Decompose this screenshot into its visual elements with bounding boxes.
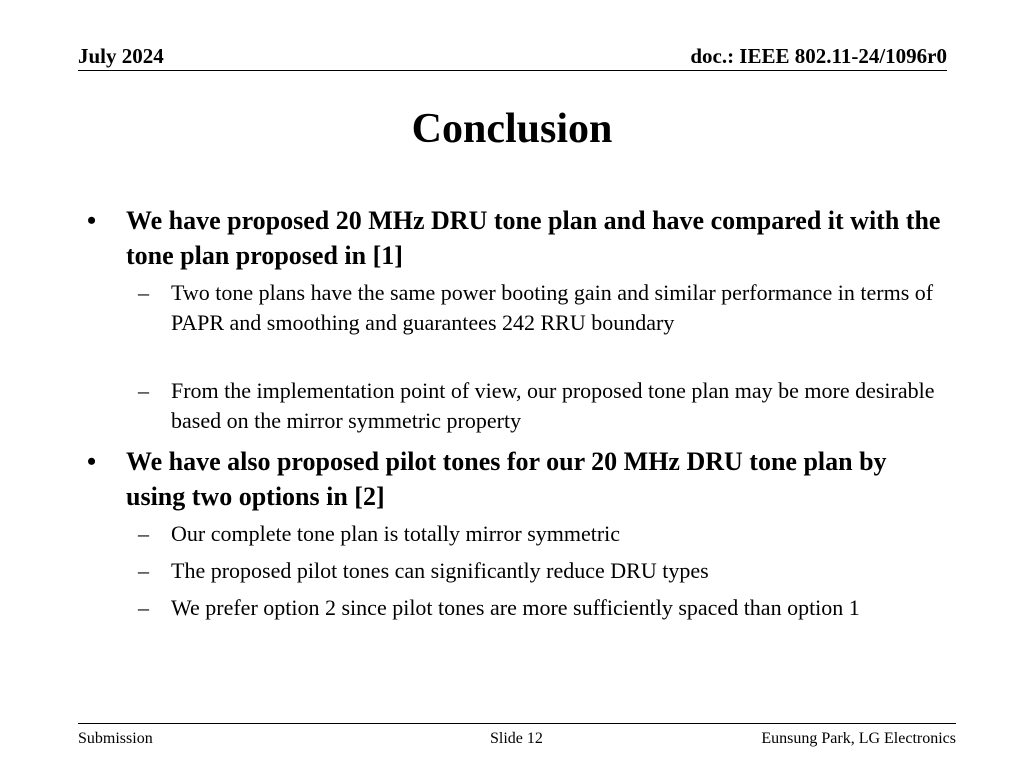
slide-title: Conclusion bbox=[411, 106, 613, 152]
header-date: July 2024 bbox=[78, 44, 164, 68]
bullet-2-text: We have also proposed pilot tones for our 20 MHz DRU tone plan by using two options in [2] bbox=[126, 447, 887, 511]
sub-bullet-marker: – bbox=[138, 558, 149, 583]
slide-footer bbox=[78, 723, 956, 748]
bullet-marker: • bbox=[87, 206, 97, 235]
bullet-2-sub-1-text: Our complete tone plan is totally mirror symmetric bbox=[171, 521, 621, 546]
header-doc-id: doc.: IEEE 802.11-24/1096r0 bbox=[690, 44, 947, 68]
bullet-marker: • bbox=[87, 447, 97, 476]
sub-bullet-marker: – bbox=[138, 280, 149, 305]
bullet-2-sub-3-text: We prefer option 2 since pilot tones are more sufficiently spaced than option 1 bbox=[171, 595, 860, 620]
bullet-1-text: We have proposed 20 MHz DRU tone plan and have compared it with the tone plan proposed in [1] bbox=[126, 206, 941, 270]
sub-bullet-marker: – bbox=[138, 378, 149, 403]
sub-bullet-marker: – bbox=[138, 521, 149, 546]
bullet-1-sub-1-text: Two tone plans have the same power booting gain and similar performance in terms of PAPR and smoothing and guarantees 242 RRU boundary bbox=[171, 280, 934, 335]
footer-author: Eunsung Park, LG Electronics bbox=[761, 730, 956, 747]
bullet-1-sub-2-text: From the implementation point of view, our proposed tone plan may be more desirable based on the mirror symmetric property bbox=[171, 378, 935, 433]
footer-submission: Submission bbox=[78, 730, 153, 747]
bullet-2-sub-2-text: The proposed pilot tones can significantly reduce DRU types bbox=[171, 558, 709, 583]
sub-bullet-marker: – bbox=[138, 595, 149, 620]
footer-slide-number: Slide 12 bbox=[490, 730, 543, 747]
